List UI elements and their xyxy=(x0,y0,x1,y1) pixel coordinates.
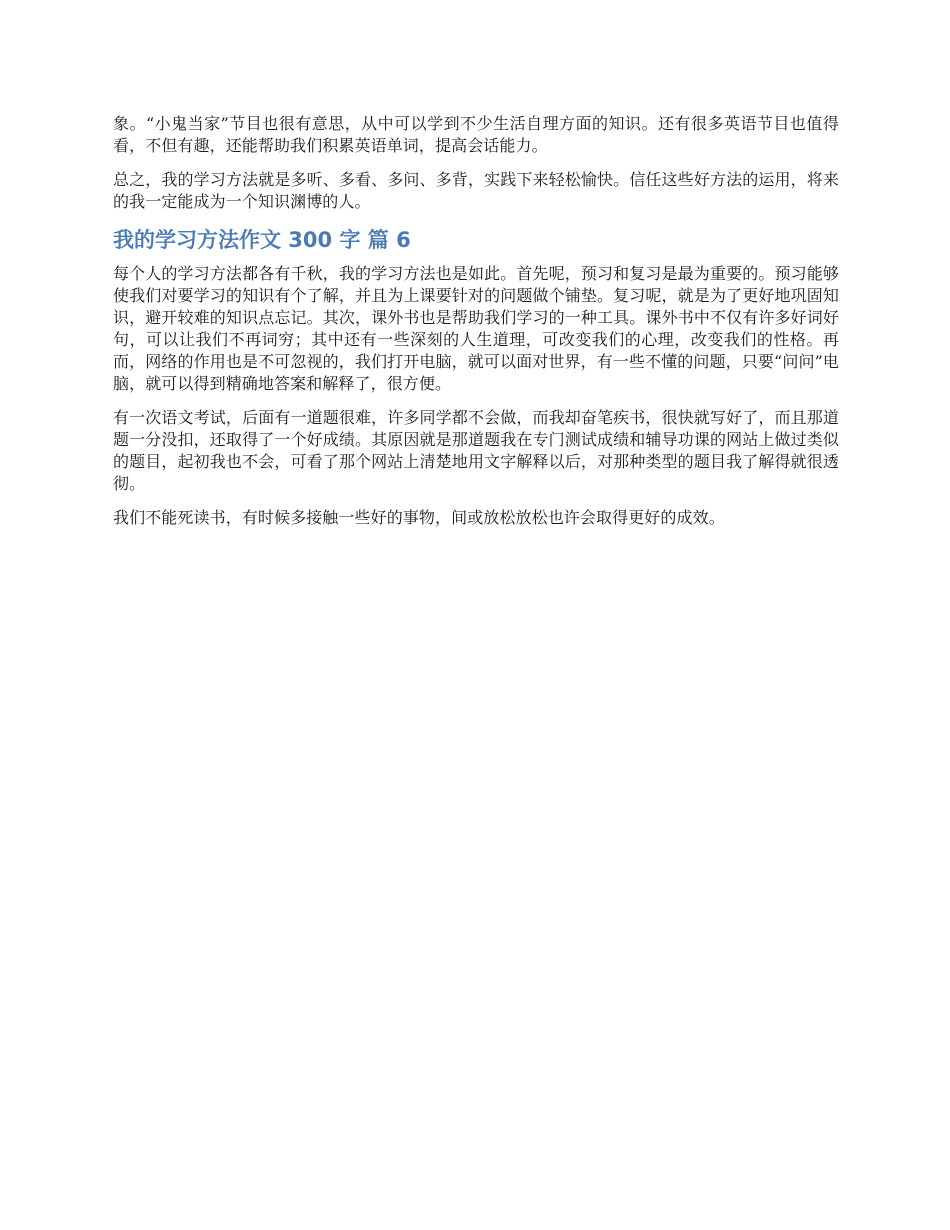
document-page xyxy=(113,113,839,541)
paragraph-exam-story: 有一次语文考试，后面有一道题很难，许多同学都不会做，而我却奋笔疾书，很快就写好了，而且那道题一分没扣，还取得了一个好成绩。其原因就是那道题我在专门测试成绩和辅导功课的网站上做过类似的题目，起初我也不会，可看了那个网站上清楚地用文字解释以后，对那种类型的题目我了解得就很透彻。 xyxy=(113,408,839,493)
section-heading: 我的学习方法作文 300 字 篇 6 xyxy=(113,228,411,252)
paragraph-closing: 我们不能死读书，有时候多接触一些好的事物，间或放松放松也许会取得更好的成效。 xyxy=(113,508,725,527)
paragraph-methods: 每个人的学习方法都各有千秋，我的学习方法也是如此。首先呢，预习和复习是最为重要的。预习能够使我们对要学习的知识有个了解，并且为上课要针对的问题做个铺垫。复习呢，就是为了更好地巩固知识，避开较难的知识点忘记。其次，课外书也是帮助我们学习的一种工具。课外书中不仅有许多好词好句，可以让我们不再词穷；其中还有一些深刻的人生道理，可改变我们的心理，改变我们的性格。再而，网络的作用也是不可忽视的，我们打开电脑，就可以面对世界，有一些不懂的问题，只要“问问”电脑，就可以得到精确地答案和解释了，很方便。 xyxy=(113,264,839,393)
paragraph-conclusion: 总之，我的学习方法就是多听、多看、多问、多背，实践下来轻松愉快。信任这些好方法的运用，将来的我一定能成为一个知识渊博的人。 xyxy=(113,170,839,211)
paragraph-continuation: 象。“小鬼当家”节目也很有意思，从中可以学到不少生活自理方面的知识。还有很多英语节目也值得看，不但有趣，还能帮助我们积累英语单词，提高会话能力。 xyxy=(113,114,839,155)
